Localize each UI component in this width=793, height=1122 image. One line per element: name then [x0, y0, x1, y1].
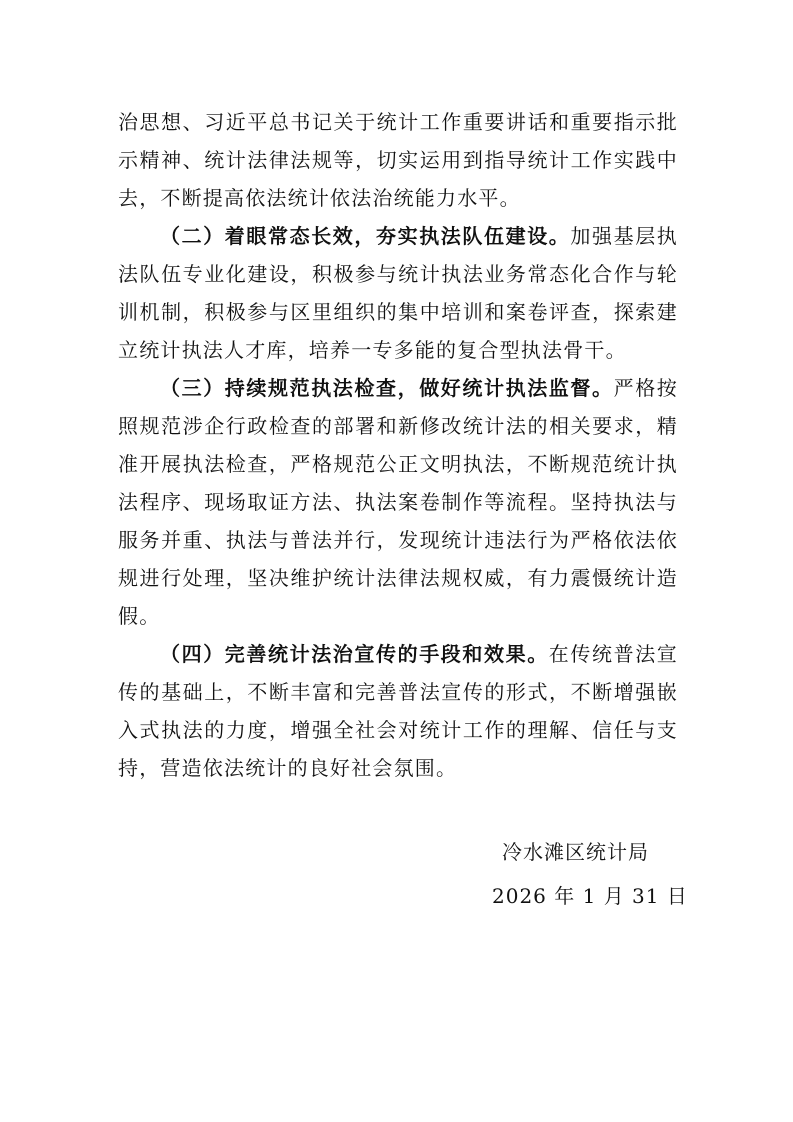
section-heading-2: （二）着眼常态长效，夯实执法队伍建设。: [160, 224, 571, 248]
signature-organization: 冷水滩区统计局: [502, 840, 649, 864]
section-paragraph-4: [118, 635, 678, 787]
continuation-paragraph: [118, 103, 678, 217]
section-heading-3: （三）持续规范执法检查，做好统计执法监督。: [160, 376, 614, 400]
document-body: [118, 103, 678, 787]
section-text-2: 加强基层执法队伍专业化建设，积极参与统计执法业务常态化合作与轮训机制，积极参与区里组织的集中培训和案卷评查，探索建立统计执法人才库，培养一专多能的复合型执法骨干。: [118, 224, 678, 362]
signature-date: 2026 年 1 月 31 日: [492, 884, 688, 908]
section-text-4: 在传统普法宣传的基础上，不断丰富和完善普法宣传的形式，不断增强嵌入式执法的力度，增强全社会对统计工作的理解、信任与支持，营造依法统计的良好社会氛围。: [118, 642, 678, 780]
section-heading-4: （四）完善统计法治宣传的手段和效果。: [160, 642, 549, 666]
section-text-3: 严格按照规范涉企行政检查的部署和新修改统计法的相关要求，精准开展执法检查，严格规范公正文明执法，不断规范统计执法程序、现场取证方法、执法案卷制作等流程。坚持执法与服务并重、执法与普法并行，发现统计违法行为严格依法依规进行处理，坚决维护统计法律法规权威，有力震慑统计造假。: [118, 376, 678, 628]
continuation-text: 治思想、习近平总书记关于统计工作重要讲话和重要指示批示精神、统计法律法规等，切实运用到指导统计工作实践中去，不断提高依法统计依法治统能力水平。: [118, 110, 678, 210]
section-paragraph-2: [118, 217, 678, 369]
section-paragraph-3: [118, 369, 678, 635]
